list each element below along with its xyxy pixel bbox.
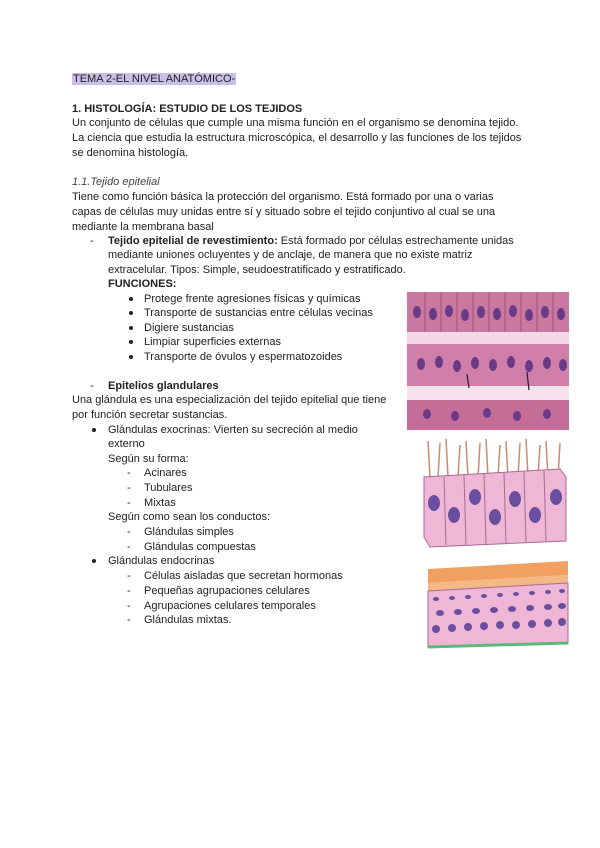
dash-bullet: -	[127, 585, 131, 597]
forma-label: Según su forma:	[108, 453, 189, 465]
paragraph-line: La ciencia que estudia la estructura microscópica, el desarrollo y las funciones de los tejidos	[72, 132, 522, 144]
dash-bullet: -	[127, 526, 131, 538]
list-item: Tejido epitelial de revestimiento: Está formado por células estrechamente unidas	[108, 235, 514, 247]
paragraph-line: mediante uniones ocluyentes y de anclaje, de manera que no existe matriz	[108, 249, 473, 261]
dash-bullet: -	[127, 482, 131, 494]
paragraph-line: Un conjunto de células que cumple una misma función en el organismo se denomina tejido.	[72, 117, 519, 129]
paragraph-line: externo	[108, 438, 145, 450]
section-heading: 1. HISTOLOGÍA: ESTUDIO DE LOS TEJIDOS	[72, 103, 303, 115]
bullet-dot	[129, 326, 133, 330]
conductos-label: Según como sean los conductos:	[108, 511, 271, 523]
list-item: Glándulas simples	[144, 526, 234, 538]
bullet-dot	[129, 297, 133, 301]
paragraph-line: mediante la membrana basal	[72, 221, 214, 233]
dash-bullet: -	[127, 570, 131, 582]
dash-bullet: -	[127, 541, 131, 553]
bullet-dot	[92, 559, 96, 563]
paragraph-line: se denomina histología.	[72, 147, 189, 159]
paragraph-line: capas de células muy unidas entre sí y situado sobre el tejido conjuntivo al cual se una	[72, 206, 496, 218]
bullet-dot	[129, 355, 133, 359]
dash-bullet: -	[127, 600, 131, 612]
dash-bullet: -	[127, 614, 131, 626]
section-subheading: Epitelios glandulares	[108, 380, 219, 392]
bullet-dot	[129, 311, 133, 315]
subsection-heading: 1.1.Tejido epitelial	[72, 176, 160, 188]
paragraph-line: extracelular. Tipos: Simple, seudoestratificado y estratificado.	[108, 264, 406, 276]
list-item: Digiere sustancias	[144, 322, 234, 334]
list-item: Tubulares	[144, 482, 193, 494]
list-item: Glándulas endocrinas	[108, 555, 215, 567]
list-item: Transporte de óvulos y espermatozoides	[144, 351, 343, 363]
stratified-epithelium-diagram	[424, 555, 572, 651]
paragraph-line: Una glándula es una especialización del tejido epitelial que tiene	[72, 394, 387, 406]
paragraph-line: Tiene como función básica la protección del organismo. Está formado por una o varias	[72, 191, 494, 203]
list-item: Glándulas mixtas.	[144, 614, 232, 626]
dash-bullet: -	[90, 235, 94, 247]
list-item: Protege frente agresiones físicas y químicas	[144, 293, 361, 305]
bullet-dot	[129, 340, 133, 344]
dash-bullet: -	[127, 467, 131, 479]
dash-bullet: -	[90, 380, 94, 392]
list-item: Agrupaciones celulares temporales	[144, 600, 316, 612]
dash-bullet: -	[127, 497, 131, 509]
list-item: Acinares	[144, 467, 187, 479]
list-item: Células aisladas que secretan hormonas	[144, 570, 343, 582]
ciliated-epithelium-diagram	[420, 437, 570, 549]
bullet-dot	[92, 428, 96, 432]
paragraph-line: por función secretar sustancias.	[72, 409, 228, 421]
list-item: Glándulas exocrinas: Vierten su secreción al medio	[108, 424, 358, 436]
list-item: Transporte de sustancias entre células vecinas	[144, 307, 373, 319]
funciones-label: FUNCIONES:	[108, 278, 177, 290]
list-item: Limpiar superficies externas	[144, 336, 281, 348]
page-title: TEMA 2-EL NIVEL ANATÓMICO-	[73, 73, 236, 85]
list-item: Pequeñas agrupaciones celulares	[144, 585, 310, 597]
list-item: Mixtas	[144, 497, 176, 509]
histology-micrograph-image	[407, 292, 569, 430]
list-item: Glándulas compuestas	[144, 541, 256, 553]
